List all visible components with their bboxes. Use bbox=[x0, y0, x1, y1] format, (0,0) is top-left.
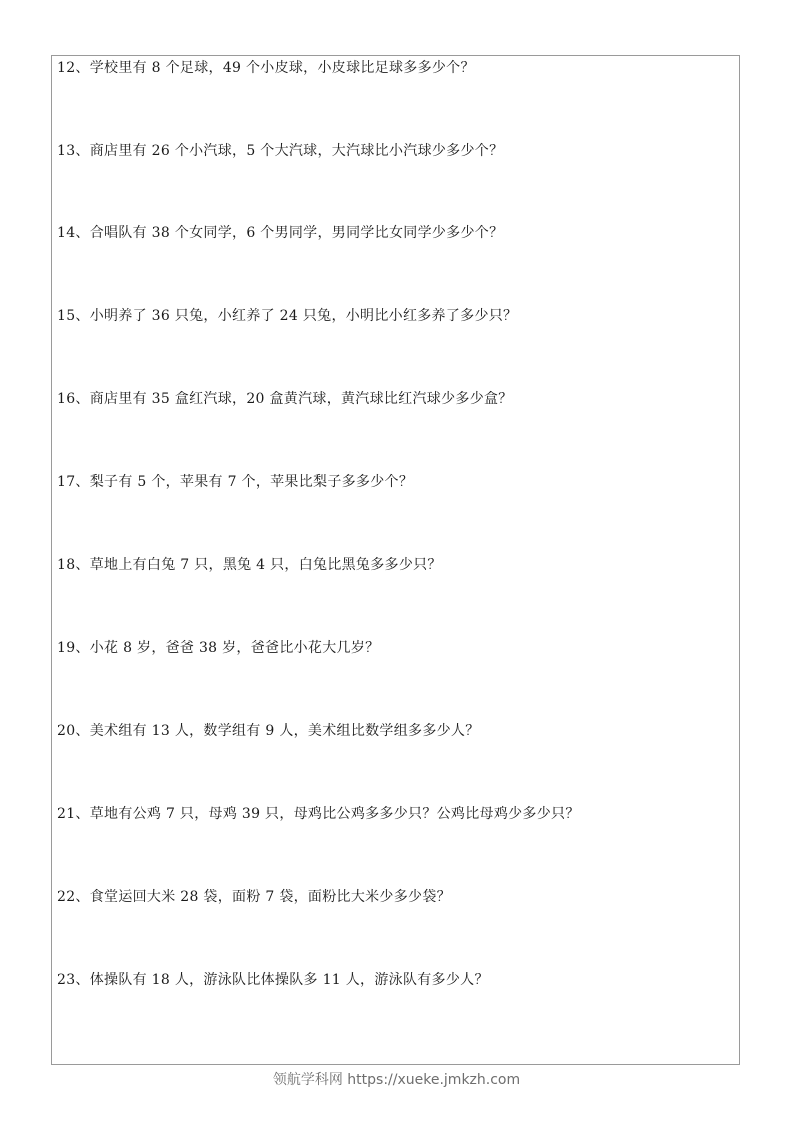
question-14: 14、合唱队有 38 个女同学，6 个男同学，男同学比女同学少多少个？ bbox=[57, 225, 504, 241]
question-12: 12、学校里有 8 个足球，49 个小皮球，小皮球比足球多多少个？ bbox=[57, 60, 475, 76]
question-20: 20、美术组有 13 人，数学组有 9 人，美术组比数学组多多少人？ bbox=[57, 723, 480, 739]
question-21: 21、草地有公鸡 7 只，母鸡 39 只，母鸡比公鸡多多少只？公鸡比母鸡少多少只？ bbox=[57, 806, 580, 822]
question-18: 18、草地上有白兔 7 只，黑兔 4 只，白兔比黑兔多多少只？ bbox=[57, 557, 442, 573]
question-15: 15、小明养了 36 只兔，小红养了 24 只兔，小明比小红多养了多少只？ bbox=[57, 308, 518, 324]
question-17: 17、梨子有 5 个，苹果有 7 个，苹果比梨子多多少个？ bbox=[57, 474, 414, 490]
question-23: 23、体操队有 18 人，游泳队比体操队多 11 人，游泳队有多少人？ bbox=[57, 972, 489, 988]
question-19: 19、小花 8 岁，爸爸 38 岁，爸爸比小花大几岁？ bbox=[57, 640, 380, 656]
question-22: 22、食堂运回大米 28 袋，面粉 7 袋，面粉比大米少多少袋？ bbox=[57, 889, 451, 905]
footer-watermark: 领航学科网 https://xueke.jmkzh.com bbox=[272, 1072, 521, 1088]
question-13: 13、商店里有 26 个小汽球，5 个大汽球，大汽球比小汽球少多少个？ bbox=[57, 143, 504, 159]
question-16: 16、商店里有 35 盒红汽球，20 盒黄汽球，黄汽球比红汽球少多少盒？ bbox=[57, 391, 513, 407]
